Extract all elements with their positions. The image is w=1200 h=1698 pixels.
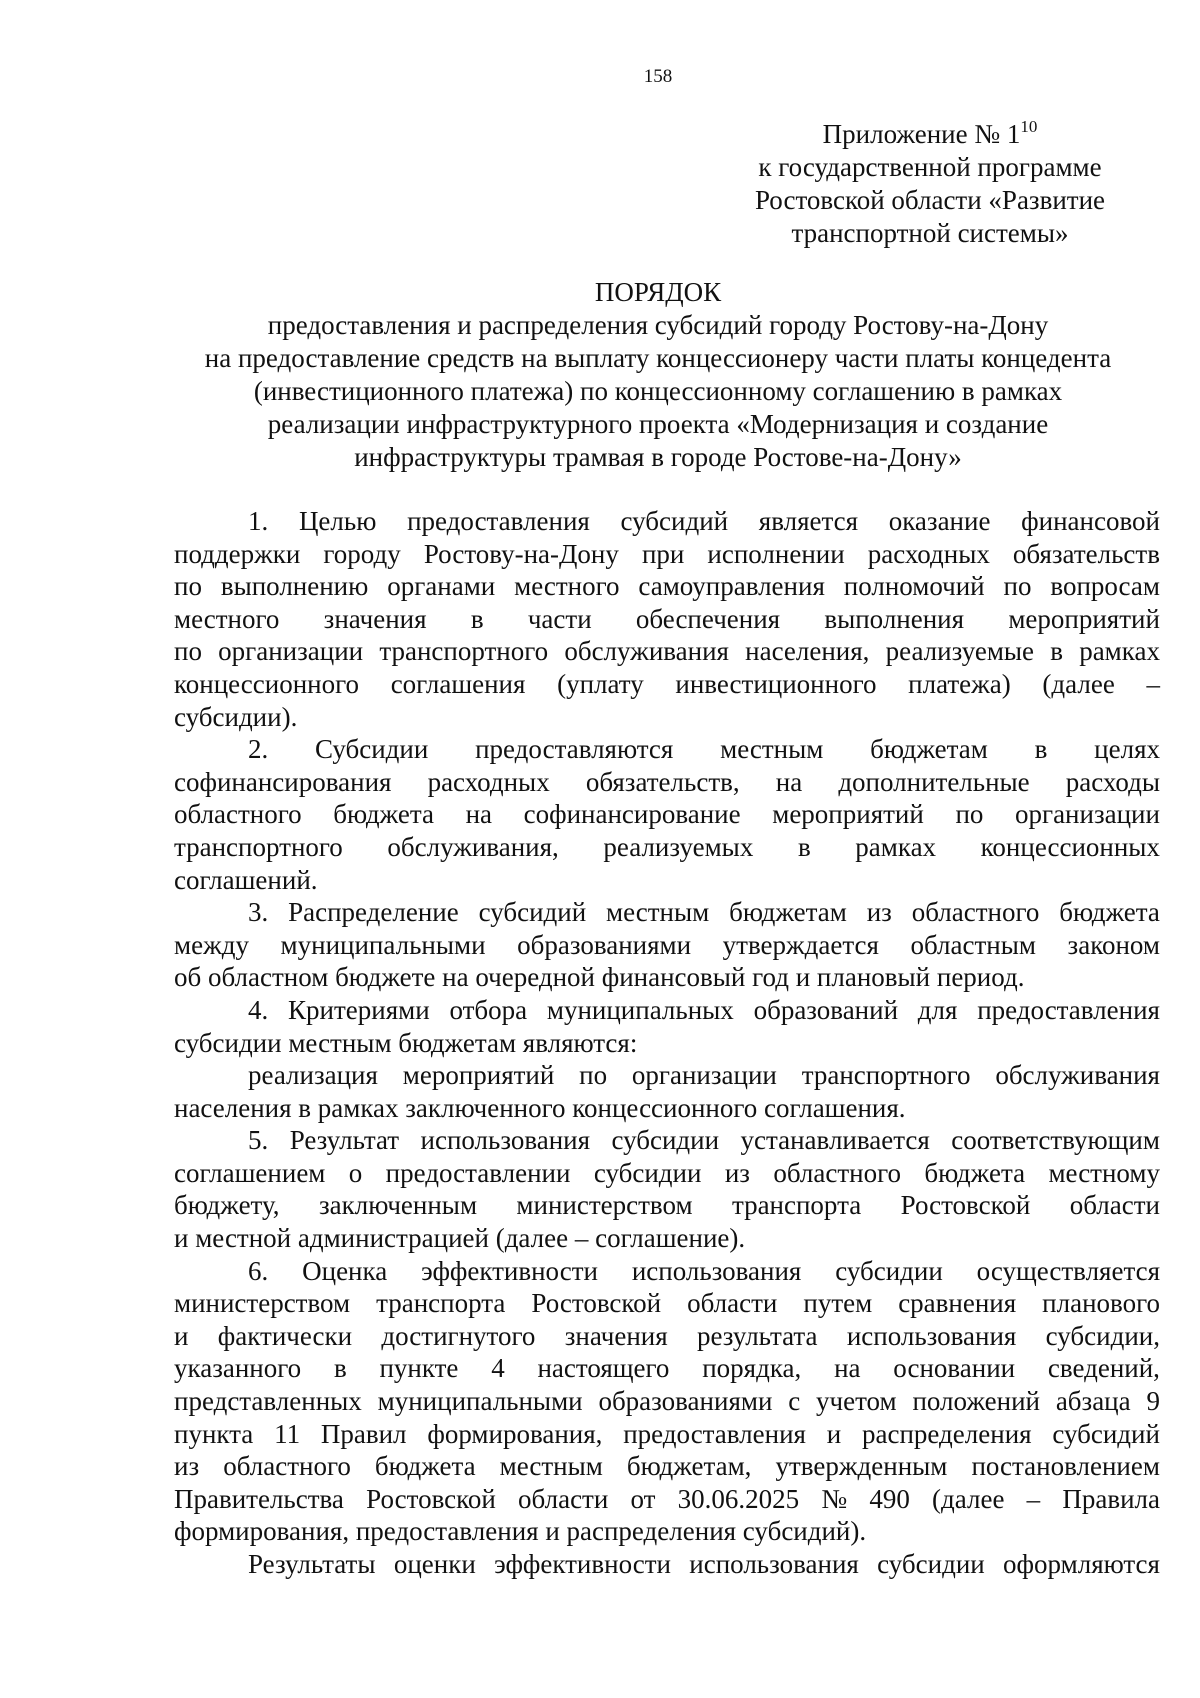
word: муниципальными bbox=[280, 929, 486, 960]
word: 4 bbox=[491, 1353, 505, 1384]
word: области bbox=[1069, 1190, 1160, 1221]
paragraph-p1-line bbox=[174, 505, 1160, 538]
word: министерством bbox=[516, 1190, 693, 1221]
word: предоставляются bbox=[475, 734, 674, 765]
word: предоставления bbox=[977, 994, 1160, 1025]
word: в bbox=[1034, 734, 1048, 765]
paragraph-p1-line bbox=[174, 538, 1160, 571]
word: положений bbox=[912, 1386, 1040, 1417]
paragraph-p6-line bbox=[174, 1450, 1160, 1483]
word: формирования, bbox=[427, 1418, 603, 1449]
paragraph-p7-line bbox=[174, 1548, 1160, 1581]
document-subtitle bbox=[150, 309, 1166, 474]
word: учетом bbox=[816, 1386, 897, 1417]
word: транспортного bbox=[174, 831, 343, 862]
word: в bbox=[470, 603, 484, 634]
paragraph-p6-line: формирования, предоставления и распределения субсидий). bbox=[174, 1516, 867, 1547]
word: абзаца bbox=[1055, 1386, 1131, 1417]
appendix-line-4: транспортной системы» bbox=[791, 218, 1069, 248]
paragraph-p1-line bbox=[174, 570, 1160, 603]
word: сведений, bbox=[1047, 1353, 1160, 1384]
word: 490 bbox=[869, 1483, 910, 1514]
word: областным bbox=[910, 929, 1036, 960]
word: субсидии bbox=[611, 1125, 720, 1156]
word: из bbox=[724, 1157, 750, 1188]
document-title: ПОРЯДОК bbox=[594, 277, 722, 307]
word: отбора bbox=[449, 994, 528, 1025]
word: дополнительные bbox=[838, 766, 1030, 797]
word: субсидий bbox=[478, 897, 587, 928]
word: бюджета bbox=[374, 1451, 476, 1482]
word: мероприятий bbox=[772, 799, 924, 830]
word: обслуживания, bbox=[387, 831, 559, 862]
word: указанного bbox=[174, 1353, 302, 1384]
word: оказание bbox=[888, 506, 991, 536]
document-body bbox=[174, 505, 1160, 1581]
word: полномочий bbox=[843, 571, 985, 602]
word: Ростовской bbox=[900, 1190, 1031, 1221]
word: вопросам bbox=[1050, 571, 1160, 602]
word: для bbox=[917, 994, 958, 1025]
paragraph-p6-line bbox=[174, 1255, 1160, 1288]
word: планового bbox=[1042, 1288, 1160, 1319]
word: транспортного bbox=[801, 1060, 971, 1091]
paragraph-p3-line bbox=[174, 929, 1160, 962]
word: пункта bbox=[174, 1418, 254, 1449]
word: 5. bbox=[248, 1125, 269, 1156]
word: субсидий bbox=[620, 506, 729, 536]
paragraph-p6-line bbox=[174, 1352, 1160, 1385]
word: реализуемые bbox=[885, 636, 1035, 667]
word: финансовой bbox=[1021, 506, 1160, 536]
word: образованиями bbox=[598, 1386, 773, 1417]
word: населения, bbox=[745, 636, 870, 667]
word: исполнении bbox=[707, 538, 845, 569]
word: основании bbox=[893, 1353, 1016, 1384]
word: в bbox=[333, 1353, 347, 1384]
word: эффективности bbox=[421, 1255, 598, 1286]
word: Результаты bbox=[248, 1549, 376, 1579]
word: использования bbox=[846, 1320, 1017, 1351]
word: сравнения bbox=[898, 1288, 1017, 1319]
word: выполнению bbox=[220, 571, 369, 602]
appendix-line-2: к государственной программе bbox=[758, 152, 1102, 182]
word: законом bbox=[1067, 929, 1160, 960]
word: мероприятий bbox=[402, 1060, 555, 1091]
word: между bbox=[174, 929, 249, 960]
appendix-header bbox=[700, 118, 1160, 250]
word: (далее bbox=[1042, 668, 1115, 699]
word: городу bbox=[323, 538, 401, 569]
paragraph-p4a-line: населения в рамках заключенного концессионного соглашения. bbox=[174, 1092, 906, 1123]
word: является bbox=[758, 506, 859, 536]
word: местного bbox=[174, 603, 280, 634]
word: 30.06.2025 bbox=[677, 1483, 800, 1514]
word: бюджетам bbox=[729, 897, 847, 928]
word: 1. bbox=[248, 506, 269, 536]
word: субсидии bbox=[835, 1255, 943, 1286]
word: расходных bbox=[867, 538, 990, 569]
word: местного bbox=[514, 571, 620, 602]
word: целях bbox=[1094, 734, 1160, 765]
word: субсидии bbox=[877, 1549, 985, 1579]
word: настоящего bbox=[537, 1353, 670, 1384]
word: бюджета bbox=[333, 799, 434, 830]
word: о bbox=[348, 1157, 363, 1188]
paragraph-p2-line bbox=[174, 766, 1160, 799]
word: области bbox=[687, 1288, 778, 1319]
word: с bbox=[788, 1386, 801, 1417]
word: соглашением bbox=[174, 1157, 326, 1188]
word: субсидии bbox=[593, 1157, 702, 1188]
appendix-line-3: Ростовской области «Развитие bbox=[754, 185, 1106, 215]
word: местному bbox=[1048, 1157, 1160, 1188]
word: муниципальных bbox=[546, 994, 734, 1025]
word: области bbox=[518, 1483, 609, 1514]
paragraph-p6-line bbox=[174, 1483, 1160, 1516]
word: органами bbox=[387, 571, 496, 602]
word: предоставления bbox=[623, 1418, 806, 1449]
word: министерством bbox=[174, 1288, 351, 1319]
word: использования bbox=[631, 1255, 802, 1286]
word: субсидий bbox=[1052, 1418, 1160, 1449]
paragraph-p2-line: соглашений. bbox=[174, 864, 318, 895]
word: областного bbox=[911, 897, 1040, 928]
word: (уплату bbox=[557, 668, 644, 699]
word: достигнутого bbox=[381, 1320, 536, 1351]
word: утверждается bbox=[722, 929, 879, 960]
word: Результат bbox=[289, 1125, 400, 1156]
word: Оценка bbox=[302, 1255, 388, 1286]
word: обеспечения bbox=[635, 603, 781, 634]
paragraph-p6-line bbox=[174, 1418, 1160, 1451]
word: Критериями bbox=[288, 994, 430, 1025]
word: организации bbox=[1015, 799, 1160, 830]
word: рамках bbox=[855, 831, 937, 862]
word: бюджетам bbox=[870, 734, 988, 765]
word: на bbox=[775, 766, 803, 797]
word: расходных bbox=[427, 766, 550, 797]
word: № bbox=[821, 1483, 848, 1514]
paragraph-p4-line: субсидии местным бюджетам являются: bbox=[174, 1027, 638, 1058]
paragraph-p5-line bbox=[174, 1124, 1160, 1157]
word: бюджетам, bbox=[626, 1451, 752, 1482]
word: пункте bbox=[379, 1353, 459, 1384]
paragraph-p1-line bbox=[174, 668, 1160, 701]
word: образованиями bbox=[517, 929, 692, 960]
word: расходы bbox=[1065, 766, 1160, 797]
paragraph-p2-line bbox=[174, 798, 1160, 831]
word: Распределение bbox=[288, 897, 459, 928]
paragraph-p6-line bbox=[174, 1287, 1160, 1320]
word: распределения bbox=[862, 1418, 1032, 1449]
word: – bbox=[1146, 668, 1160, 699]
page-number: 158 bbox=[643, 66, 673, 87]
word: местным bbox=[720, 734, 824, 765]
paragraph-p5-line bbox=[174, 1157, 1160, 1190]
word: организации bbox=[218, 636, 364, 667]
word: обязательств bbox=[1012, 538, 1160, 569]
subtitle-line: инфраструктуры трамвая в городе Ростове-на-Дону» bbox=[354, 442, 962, 472]
paragraph-p5-line: и местной администрацией (далее – соглашение). bbox=[174, 1223, 746, 1254]
word: предоставлении bbox=[385, 1157, 571, 1188]
word: оформляются bbox=[1003, 1549, 1160, 1579]
word: части bbox=[527, 603, 592, 634]
word: и bbox=[174, 1320, 189, 1351]
word: платежа) bbox=[908, 668, 1011, 699]
word: использования bbox=[420, 1125, 591, 1156]
word: эффективности bbox=[494, 1549, 671, 1579]
word: поддержки bbox=[174, 538, 301, 569]
word: обязательств, bbox=[585, 766, 740, 797]
word: мероприятий bbox=[1008, 603, 1160, 634]
word: на bbox=[834, 1353, 861, 1384]
word: оценки bbox=[393, 1549, 476, 1579]
word: Ростовской bbox=[366, 1483, 496, 1514]
word: муниципальными bbox=[377, 1386, 583, 1417]
word: предоставления bbox=[407, 506, 590, 536]
appendix-line-1: Приложение № $1^{10}$ bbox=[822, 117, 1038, 149]
word: результата bbox=[696, 1320, 818, 1351]
paragraph-p1-line bbox=[174, 603, 1160, 636]
subtitle-line: предоставления и распределения субсидий городу Ростову-на-Дону bbox=[267, 310, 1049, 340]
word: осуществляется bbox=[976, 1255, 1160, 1286]
word: Ростову-на-Дону bbox=[423, 538, 619, 569]
word: выполнения bbox=[824, 603, 965, 634]
paragraph-p6-line bbox=[174, 1385, 1160, 1418]
word: организации bbox=[631, 1060, 777, 1091]
word: путем bbox=[803, 1288, 873, 1319]
word: рамках bbox=[1079, 636, 1160, 667]
paragraph-p5-line bbox=[174, 1189, 1160, 1222]
word: использования bbox=[689, 1549, 859, 1579]
word: утвержденным bbox=[775, 1451, 948, 1482]
paragraph-p6-line bbox=[174, 1320, 1160, 1353]
word: транспорта bbox=[731, 1190, 862, 1221]
paragraph-p2-line bbox=[174, 831, 1160, 864]
word: в bbox=[797, 831, 811, 862]
word: Целью bbox=[298, 506, 377, 536]
word: концессионного bbox=[174, 668, 360, 699]
word: порядка, bbox=[702, 1353, 802, 1384]
word: в bbox=[1050, 636, 1063, 667]
word: по bbox=[1003, 571, 1032, 602]
paragraph-p4a-line bbox=[174, 1059, 1160, 1092]
word: Правила bbox=[1062, 1483, 1160, 1514]
word: 6. bbox=[248, 1255, 269, 1286]
paragraph-p2-line bbox=[174, 733, 1160, 766]
word: соглашения bbox=[390, 668, 526, 699]
word: Субсидии bbox=[315, 734, 429, 765]
word: реализация bbox=[248, 1060, 378, 1091]
word: по bbox=[579, 1060, 608, 1091]
word: 3. bbox=[248, 897, 269, 928]
paragraph-p3-line bbox=[174, 896, 1160, 929]
word: Правил bbox=[320, 1418, 407, 1449]
word: концессионных bbox=[980, 831, 1160, 862]
word: софинансирование bbox=[523, 799, 741, 830]
word: местным bbox=[606, 897, 710, 928]
word: областного bbox=[773, 1157, 901, 1188]
word: местным bbox=[499, 1451, 603, 1482]
word: бюджету, bbox=[174, 1190, 280, 1221]
word: фактически bbox=[217, 1320, 353, 1351]
subtitle-line: на предоставление средств на выплату концессионеру части платы концедента bbox=[204, 343, 1112, 373]
word: (далее bbox=[932, 1483, 1005, 1514]
word: представленных bbox=[174, 1386, 362, 1417]
word: бюджета bbox=[924, 1157, 1026, 1188]
word: значения bbox=[564, 1320, 668, 1351]
subtitle-line: реализации инфраструктурного проекта «Модернизация и создание bbox=[267, 409, 1049, 439]
subtitle-line: (инвестиционного платежа) по концессионному соглашению в рамках bbox=[253, 376, 1063, 406]
word: софинансирования bbox=[174, 766, 392, 797]
word: субсидии, bbox=[1045, 1320, 1160, 1351]
word: 2. bbox=[248, 734, 269, 765]
word: постановлением bbox=[971, 1451, 1160, 1482]
paragraph-p1-line: субсидии). bbox=[174, 701, 298, 732]
word: 4. bbox=[248, 994, 269, 1025]
word: из bbox=[866, 897, 892, 928]
word: транспорта bbox=[376, 1288, 506, 1319]
word: из bbox=[174, 1451, 200, 1482]
paragraph-p3-line: об областном бюджете на очередной финансовый год и плановый период. bbox=[174, 962, 1025, 993]
word: 11 bbox=[274, 1418, 301, 1449]
word: 9 bbox=[1146, 1386, 1160, 1417]
word: самоуправления bbox=[638, 571, 825, 602]
word: по bbox=[174, 636, 202, 667]
word: от bbox=[630, 1483, 656, 1514]
paragraph-p4-line bbox=[174, 994, 1160, 1027]
word: реализуемых bbox=[603, 831, 754, 862]
word: транспортного bbox=[379, 636, 549, 667]
appendix-superscript: 10 bbox=[1020, 117, 1038, 136]
word: бюджета bbox=[1059, 897, 1160, 928]
word: по bbox=[955, 799, 984, 830]
word: областного bbox=[174, 799, 302, 830]
word: и bbox=[826, 1418, 842, 1449]
word: Правительства bbox=[174, 1483, 344, 1514]
word: на bbox=[465, 799, 492, 830]
word: устанавливается bbox=[740, 1125, 930, 1156]
word: заключенным bbox=[318, 1190, 478, 1221]
word: при bbox=[641, 538, 685, 569]
word: обслуживания bbox=[564, 636, 729, 667]
word: инвестиционного bbox=[675, 668, 877, 699]
word: – bbox=[1026, 1483, 1041, 1514]
word: обслуживания bbox=[995, 1060, 1160, 1091]
paragraph-p1-line bbox=[174, 635, 1160, 668]
word: Ростовской bbox=[531, 1288, 662, 1319]
word: образований bbox=[753, 994, 899, 1025]
word: значения bbox=[323, 603, 427, 634]
word: областного bbox=[223, 1451, 351, 1482]
word: по bbox=[174, 571, 202, 602]
word: соответствующим bbox=[951, 1125, 1160, 1156]
